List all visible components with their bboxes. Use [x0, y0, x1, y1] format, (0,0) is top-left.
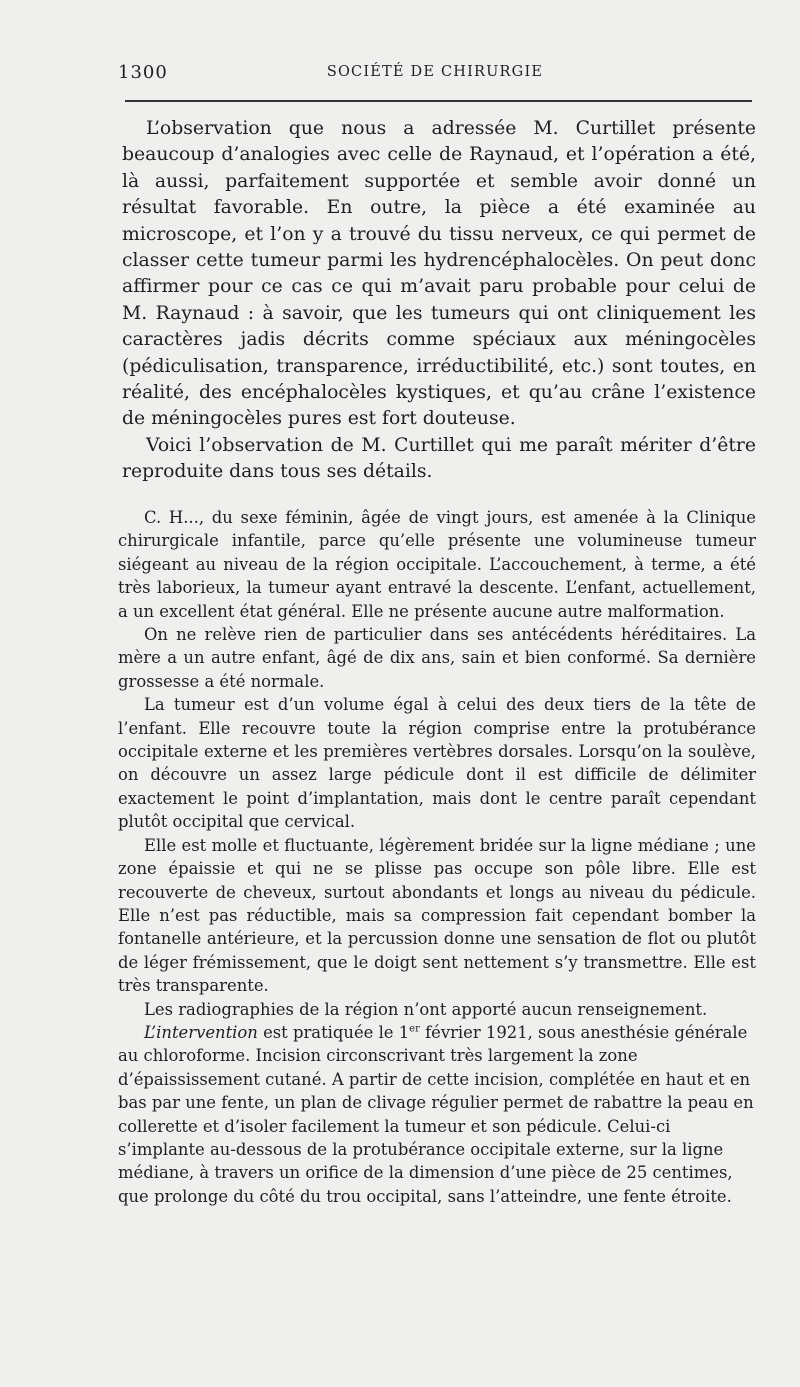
intervention-text-rest: février 1921, sous anesthésie générale au chloroforme. Incision circonscrivant très largement la zone d’épaississement cutané. A partir de cette incision, complétée en haut et en bas par une fente, un plan de clivage régulier permet de rabattre la peau en collerette et d’isoler facilement la tumeur et son pédicule. Celui-ci s’implante au-dessous de la protubérance occipitale externe, sur la ligne médiane, à travers un orifice de la dimension d’une pièce de 25 centimes, que prolonge du côté du trou occipital, sans l’atteindre, une fente étroite.	[118, 1022, 754, 1206]
header-rule	[125, 100, 752, 102]
intervention-paragraph	[118, 1021, 756, 1208]
running-title: SOCIÉTÉ DE CHIRURGIE	[326, 64, 544, 80]
case-paragraph: La tumeur est d’un volume égal à celui des deux tiers de la tête de l’enfant. Elle recouvre toute la région comprise entre la protubérance occipitale externe et les premières vertèbres dorsales. Lorsqu’on la soulève, on découvre un assez large pédicule dont il est difficile de délimiter exactement le point d’implantation, mais dont le centre paraît cependant plutôt occipital que cervical.	[118, 695, 756, 832]
case-report	[118, 506, 756, 1208]
page-header	[118, 62, 752, 84]
paragraph: Voici l’observation de M. Curtillet qui me paraît mériter d’être reproduite dans tous ses détails.	[122, 434, 756, 483]
page-number: 1300	[118, 62, 168, 83]
case-paragraph: Les radiographies de la région n’ont apporté aucun renseignement.	[144, 999, 708, 1019]
case-paragraph: Elle est molle et fluctuante, légèrement bridée sur la ligne médiane ; une zone épaissie et qui ne se plisse pas occupe son pôle libre. Elle est recouverte de cheveux, surtout abondants et longs au niveau du pédicule. Elle n’est pas réductible, mais sa compression fait cependant bomber la fontanelle antérieure, et la percussion donne une sensation de flot ou plutôt de léger frémissement, que le doigt sent nettement s’y transmettre. Elle est très transparente.	[118, 835, 756, 996]
ordinal-superscript: er	[409, 1023, 420, 1035]
case-paragraph: On ne relève rien de particulier dans ses antécédents héréditaires. La mère a un autre enfant, âgé de dix ans, sain et bien conformé. Sa dernière grossesse a été normale.	[118, 625, 756, 691]
intervention-text-start: est pratiquée le 1	[257, 1022, 410, 1042]
case-paragraph: C. H..., du sexe féminin, âgée de vingt jours, est amenée à la Clinique chirurgicale infantile, parce qu’elle présente une volumineuse tumeur siégeant au niveau de la région occipitale. L’accouchement, à terme, a été très laborieux, la tumeur ayant entravé la descente. L’enfant, actuellement, a un excellent état général. Elle ne présente aucune autre malformation.	[118, 508, 756, 621]
intervention-label: L’intervention	[144, 1022, 258, 1042]
paragraph: L’observation que nous a adressée M. Curtillet présente beaucoup d’analogies avec celle de Raynaud, et l’opération a été, là aussi, parfaitement supportée et semble avoir donné un résultat favorable. En outre, la pièce a été examinée au microscope, et l’on y a trouvé du tissu nerveux, ce qui permet de classer cette tumeur parmi les hydrencéphalocèles. On peut donc affirmer pour ce cas ce qui m’avait paru probable pour celui de M. Raynaud : à savoir, que les tumeurs qui ont cliniquement les caractères jadis décrits comme spéciaux aux méningocèles (pédiculisation, transparence, irréductibilité, etc.) sont toutes, en réalité, des encéphalocèles kystiques, et qu’au crâne l’existence de méningocèles pures est fort douteuse.	[122, 118, 756, 430]
main-text	[122, 116, 756, 486]
